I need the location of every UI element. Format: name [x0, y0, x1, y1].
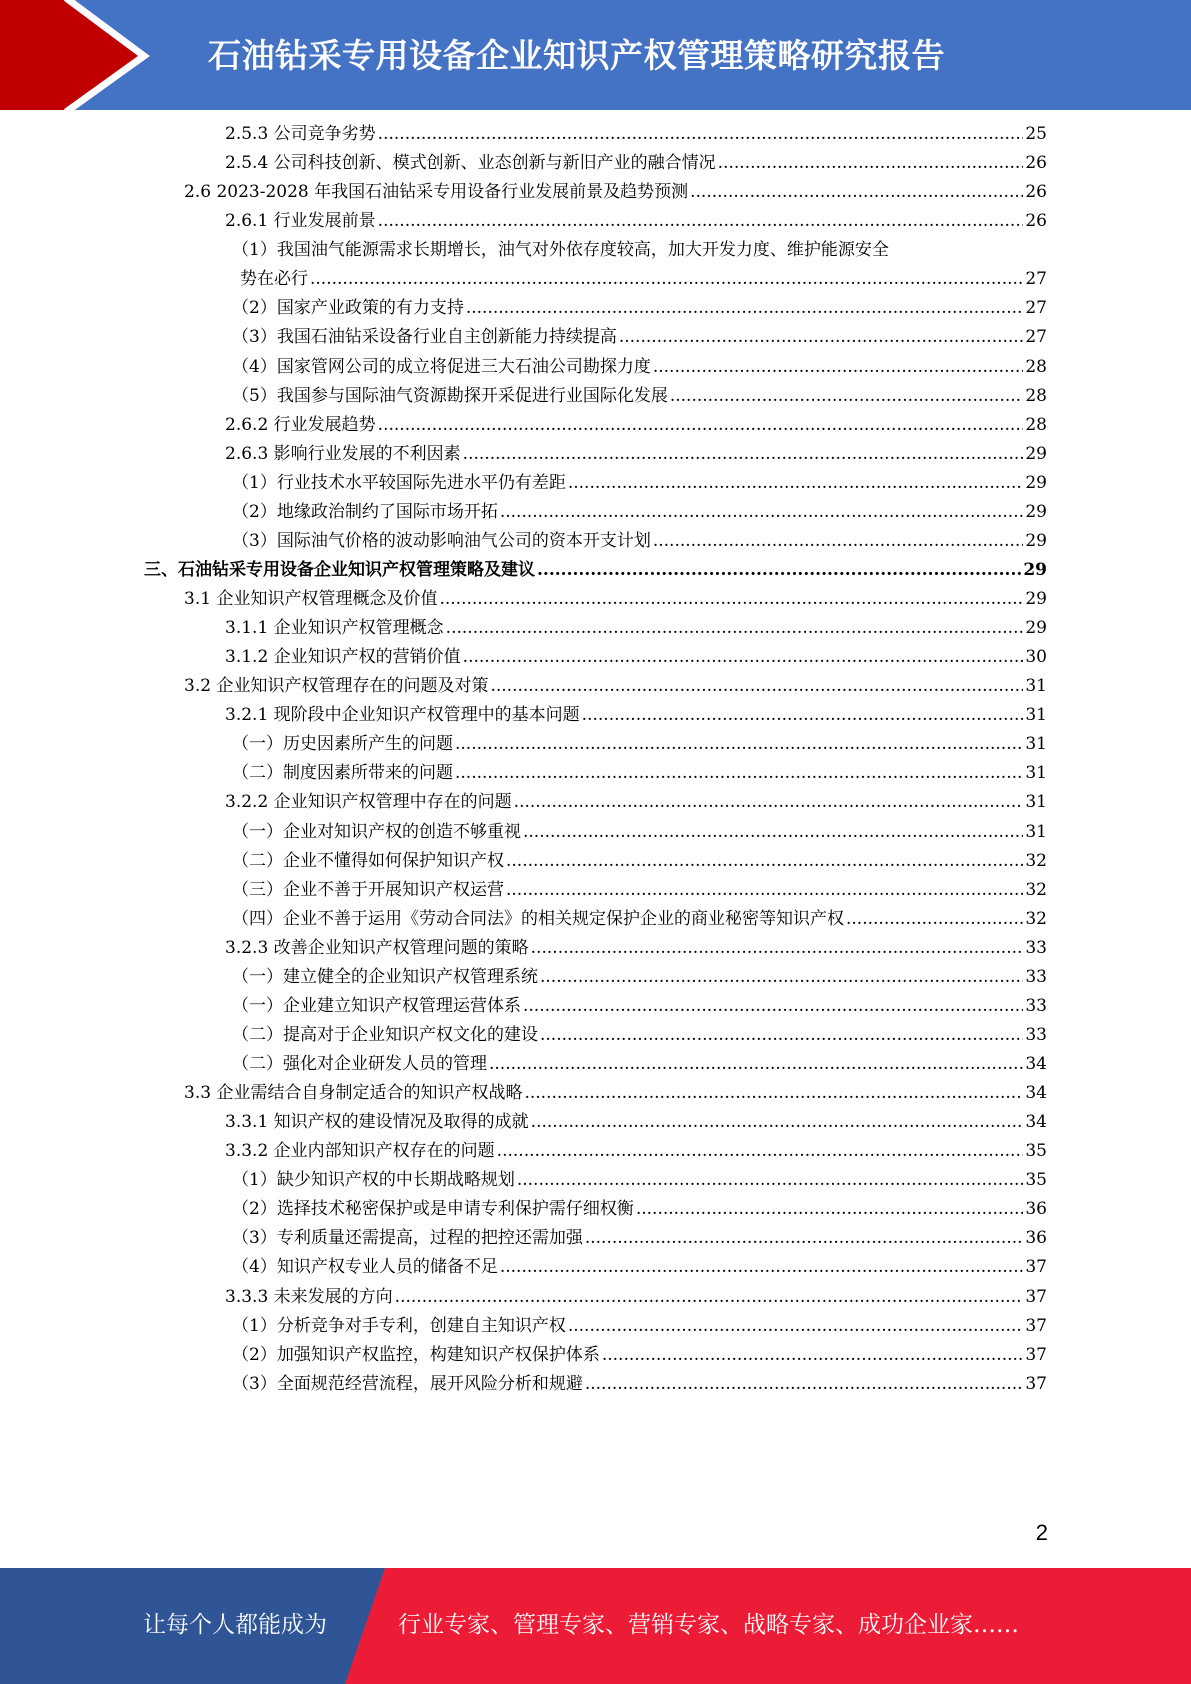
toc-entry-label: 3.2.1 现阶段中企业知识产权管理中的基本问题 — [225, 705, 580, 726]
toc-entry-label: 3.3.2 企业内部知识产权存在的问题 — [225, 1141, 495, 1162]
toc-entry[interactable] — [0, 788, 1191, 817]
toc-entry-label: （二）企业不懂得如何保护知识产权 — [232, 850, 504, 871]
toc-entry-label: 2.6.3 影响行业发展的不利因素 — [225, 443, 461, 464]
toc-entry-label: （1）分析竞争对手专利，创建自主知识产权 — [232, 1315, 566, 1336]
toc-entry-page: 37 — [1025, 1373, 1047, 1394]
toc-entry[interactable] — [0, 498, 1191, 527]
toc-dot-leader — [524, 1079, 1023, 1108]
toc-entry-label: （4）知识产权专业人员的储备不足 — [232, 1257, 498, 1278]
toc-dot-leader — [690, 178, 1023, 207]
toc-entry-page: 29 — [1025, 501, 1047, 522]
toc-entry[interactable] — [0, 934, 1191, 963]
toc-entry[interactable] — [0, 1195, 1191, 1224]
toc-entry-page: 29 — [1023, 559, 1047, 580]
toc-entry[interactable] — [0, 1312, 1191, 1341]
toc-entry[interactable] — [0, 1253, 1191, 1282]
toc-entry[interactable] — [0, 527, 1191, 556]
toc-dot-leader — [582, 701, 1024, 730]
toc-entry-label: （一）建立健全的企业知识产权管理系统 — [232, 966, 538, 987]
toc-dot-leader — [653, 527, 1024, 556]
toc-entry[interactable] — [0, 440, 1191, 469]
toc-entry-page: 29 — [1025, 530, 1047, 551]
toc-entry-label: （1）我国油气能源需求长期增长，油气对外依存度较高，加大开发力度、维护能源安全 — [232, 240, 889, 261]
toc-entry-label: 3.2.2 企业知识产权管理中存在的问题 — [225, 792, 512, 813]
toc-entry-page: 26 — [1025, 211, 1047, 232]
toc-dot-leader — [310, 265, 1023, 294]
toc-entry[interactable] — [0, 847, 1191, 876]
toc-entry-label: 3.2.3 改善企业知识产权管理问题的策略 — [225, 937, 529, 958]
toc-entry-page: 33 — [1025, 966, 1047, 987]
toc-dot-leader — [523, 818, 1023, 847]
toc-dot-leader — [489, 1050, 1023, 1079]
toc-entry-label: 3.1.1 企业知识产权管理概念 — [225, 618, 444, 639]
toc-entry[interactable] — [0, 672, 1191, 701]
toc-entry[interactable] — [0, 963, 1191, 992]
toc-dot-leader — [439, 585, 1023, 614]
toc-dot-leader — [636, 1195, 1024, 1224]
toc-dot-leader — [455, 759, 1023, 788]
toc-entry[interactable] — [0, 469, 1191, 498]
toc-entry-label: （二）提高对于企业知识产权文化的建设 — [232, 1024, 538, 1045]
toc-entry[interactable] — [0, 759, 1191, 788]
toc-entry-label: （一）企业对知识产权的创造不够重视 — [232, 821, 521, 842]
toc-entry[interactable] — [0, 905, 1191, 934]
toc-dot-leader — [446, 614, 1024, 643]
toc-dot-leader — [568, 469, 1024, 498]
toc-entry-page: 26 — [1025, 182, 1047, 203]
toc-entry[interactable] — [0, 643, 1191, 672]
toc-entry-label: 3.3.3 未来发展的方向 — [225, 1286, 393, 1307]
toc-dot-leader — [500, 498, 1024, 527]
toc-dot-leader — [619, 323, 1024, 352]
toc-entry[interactable] — [0, 178, 1191, 207]
toc-entry-label: 2.6.1 行业发展前景 — [225, 211, 376, 232]
toc-entry-label: （3）专利质量还需提高，过程的把控还需加强 — [232, 1228, 583, 1249]
toc-entry[interactable] — [0, 1166, 1191, 1195]
toc-entry-label: （2）选择技术秘密保护或是申请专利保护需仔细权衡 — [232, 1199, 634, 1220]
toc-entry-page: 32 — [1025, 850, 1047, 871]
toc-entry[interactable] — [0, 265, 1191, 294]
toc-entry[interactable] — [0, 1050, 1191, 1079]
toc-entry-label: 2.6 2023-2028 年我国石油钻采专用设备行业发展前景及趋势预测 — [184, 182, 689, 203]
toc-entry[interactable] — [0, 353, 1191, 382]
toc-entry-label: 3.1 企业知识产权管理概念及价值 — [184, 589, 438, 609]
footer-slogan-right: 行业专家、管理专家、营销专家、战略专家、成功企业家…… — [398, 1612, 1019, 1638]
toc-entry[interactable] — [0, 701, 1191, 730]
toc-entry-page: 33 — [1025, 995, 1047, 1016]
toc-dot-leader — [514, 788, 1024, 817]
toc-entry-page: 33 — [1025, 1024, 1047, 1045]
toc-entry-page: 30 — [1025, 647, 1047, 668]
toc-entry[interactable] — [0, 149, 1191, 178]
toc-entry-page: 27 — [1025, 327, 1047, 348]
toc-dot-leader — [540, 1021, 1023, 1050]
toc-entry[interactable] — [0, 411, 1191, 440]
toc-entry-label: （2）地缘政治制约了国际市场开拓 — [232, 501, 498, 522]
toc-dot-leader — [395, 1283, 1024, 1312]
toc-entry[interactable] — [0, 120, 1191, 149]
page-header — [0, 0, 1191, 110]
toc-dot-leader — [455, 730, 1023, 759]
toc-entry-label: （5）我国参与国际油气资源勘探开采促进行业国际化发展 — [232, 385, 668, 406]
page-number: 2 — [1035, 1520, 1048, 1545]
toc-entry-page: 31 — [1025, 792, 1047, 813]
toc-entry[interactable] — [0, 207, 1191, 236]
toc-entry-page: 37 — [1025, 1315, 1047, 1336]
toc-entry-label: （四）企业不善于运用《劳动合同法》的相关规定保护企业的商业秘密等知识产权 — [232, 908, 844, 929]
toc-entry-page: 31 — [1025, 734, 1047, 755]
toc-entry-page: 32 — [1025, 879, 1047, 900]
toc-entry[interactable] — [0, 1224, 1191, 1253]
toc-entry-page: 35 — [1025, 1170, 1047, 1191]
toc-entry[interactable] — [0, 876, 1191, 905]
toc-dot-leader — [653, 353, 1024, 382]
toc-entry-page: 26 — [1025, 153, 1047, 174]
toc-entry[interactable] — [0, 1370, 1191, 1399]
toc-dot-leader — [718, 149, 1024, 178]
toc-entry-page: 36 — [1025, 1199, 1047, 1220]
toc-entry-label: 2.5.4 公司科技创新、模式创新、业态创新与新旧产业的融合情况 — [225, 153, 716, 174]
toc-entry-label: 2.6.2 行业发展趋势 — [225, 414, 376, 435]
toc-entry-page: 29 — [1025, 443, 1047, 464]
toc-entry-label: （4）国家管网公司的成立将促进三大石油公司勘探力度 — [232, 356, 651, 377]
toc-entry[interactable] — [0, 1108, 1191, 1137]
toc-entry[interactable] — [0, 1283, 1191, 1312]
toc-dot-leader — [523, 992, 1023, 1021]
page-footer — [0, 1568, 1191, 1684]
toc-dot-leader — [500, 1253, 1024, 1282]
toc-entry-label: （一）历史因素所产生的问题 — [232, 734, 453, 755]
toc-dot-leader — [531, 1108, 1024, 1137]
toc-entry-label: （2）国家产业政策的有力支持 — [232, 298, 464, 319]
toc-entry-label: （一）企业建立知识产权管理运营体系 — [232, 995, 521, 1016]
toc-dot-leader — [670, 382, 1024, 411]
toc-entry-page: 31 — [1025, 763, 1047, 784]
arrow-decoration-icon — [0, 0, 220, 110]
toc-entry[interactable] — [0, 1137, 1191, 1166]
toc-entry-page: 31 — [1025, 705, 1047, 726]
toc-entry-page: 35 — [1025, 1141, 1047, 1162]
toc-dot-leader — [463, 643, 1024, 672]
toc-entry-page: 27 — [1025, 298, 1047, 319]
toc-entry[interactable] — [0, 1021, 1191, 1050]
toc-entry-label: （2）加强知识产权监控，构建知识产权保护体系 — [232, 1344, 600, 1365]
toc-entry-label: （1）行业技术水平较国际先进水平仍有差距 — [232, 472, 566, 493]
toc-entry[interactable] — [0, 1341, 1191, 1370]
toc-dot-leader — [531, 934, 1024, 963]
toc-entry-page: 34 — [1025, 1054, 1047, 1074]
toc-dot-leader — [585, 1370, 1024, 1399]
toc-dot-leader — [463, 440, 1024, 469]
toc-entry-page: 29 — [1025, 618, 1047, 639]
toc-entry-label: （3）我国石油钻采设备行业自主创新能力持续提高 — [232, 327, 617, 348]
toc-entry[interactable] — [0, 730, 1191, 759]
toc-entry-page: 37 — [1025, 1344, 1047, 1365]
table-of-contents — [0, 120, 1191, 1399]
toc-entry-label: （1）缺少知识产权的中长期战略规划 — [232, 1170, 515, 1191]
toc-dot-leader — [378, 207, 1024, 236]
footer-slogan-left: 让每个人都能成为 — [143, 1612, 327, 1638]
toc-entry[interactable] — [0, 323, 1191, 352]
toc-entry-label: 势在必行 — [240, 269, 308, 290]
toc-dot-leader — [490, 672, 1023, 701]
toc-entry[interactable] — [0, 382, 1191, 411]
toc-dot-leader — [466, 294, 1024, 323]
toc-dot-leader — [585, 1224, 1024, 1253]
toc-entry-page: 37 — [1025, 1286, 1047, 1307]
toc-dot-leader — [506, 847, 1023, 876]
toc-entry-label: （3）全面规范经营流程，展开风险分析和规避 — [232, 1373, 583, 1394]
toc-entry-label: 2.5.3 公司竞争劣势 — [225, 124, 376, 144]
toc-entry-label: 3.3.1 知识产权的建设情况及取得的成就 — [225, 1112, 529, 1133]
toc-entry[interactable] — [0, 992, 1191, 1021]
toc-entry-label: （三）企业不善于开展知识产权运营 — [232, 879, 504, 900]
toc-entry-page: 36 — [1025, 1228, 1047, 1249]
toc-entry-page: 29 — [1025, 472, 1047, 493]
toc-entry-page: 28 — [1025, 414, 1047, 435]
toc-entry-label: 3.1.2 企业知识产权的营销价值 — [225, 647, 461, 668]
toc-dot-leader — [602, 1341, 1024, 1370]
toc-entry-label: 3.2 企业知识产权管理存在的问题及对策 — [184, 676, 489, 697]
report-title: 石油钻采专用设备企业知识产权管理策略研究报告 — [208, 36, 945, 75]
toc-entry[interactable] — [0, 614, 1191, 643]
toc-dot-leader — [506, 876, 1023, 905]
toc-entry-page: 33 — [1025, 937, 1047, 958]
toc-entry-label: 三、石油钻采专用设备企业知识产权管理策略及建议 — [144, 559, 535, 580]
toc-entry[interactable] — [0, 236, 1191, 265]
toc-entry-page: 34 — [1025, 1083, 1047, 1104]
toc-dot-leader — [846, 905, 1023, 934]
toc-dot-leader — [568, 1312, 1024, 1341]
toc-dot-leader — [378, 120, 1024, 149]
toc-entry-label: （二）制度因素所带来的问题 — [232, 763, 453, 784]
toc-entry[interactable] — [0, 556, 1191, 585]
toc-entry-label: （二）强化对企业研发人员的管理 — [232, 1054, 487, 1074]
toc-entry-label: 3.3 企业需结合自身制定适合的知识产权战略 — [184, 1083, 523, 1104]
toc-entry-page: 27 — [1025, 269, 1047, 290]
toc-entry-page: 32 — [1025, 908, 1047, 929]
toc-dot-leader — [378, 411, 1024, 440]
toc-entry-page: 31 — [1025, 821, 1047, 842]
toc-entry-page: 29 — [1025, 589, 1047, 609]
toc-entry-label: （3）国际油气价格的波动影响油气公司的资本开支计划 — [232, 530, 651, 551]
toc-dot-leader — [517, 1166, 1024, 1195]
toc-entry-page: 25 — [1025, 124, 1047, 144]
toc-entry[interactable] — [0, 818, 1191, 847]
toc-entry-page: 34 — [1025, 1112, 1047, 1133]
toc-entry-page: 31 — [1025, 676, 1047, 697]
toc-dot-leader — [497, 1137, 1024, 1166]
toc-dot-leader — [537, 556, 1021, 585]
toc-entry[interactable] — [0, 1079, 1191, 1108]
toc-entry-page: 37 — [1025, 1257, 1047, 1278]
toc-entry-page: 28 — [1025, 356, 1047, 377]
toc-entry-page: 28 — [1025, 385, 1047, 406]
toc-entry[interactable] — [0, 585, 1191, 614]
toc-dot-leader — [540, 963, 1023, 992]
toc-entry[interactable] — [0, 294, 1191, 323]
